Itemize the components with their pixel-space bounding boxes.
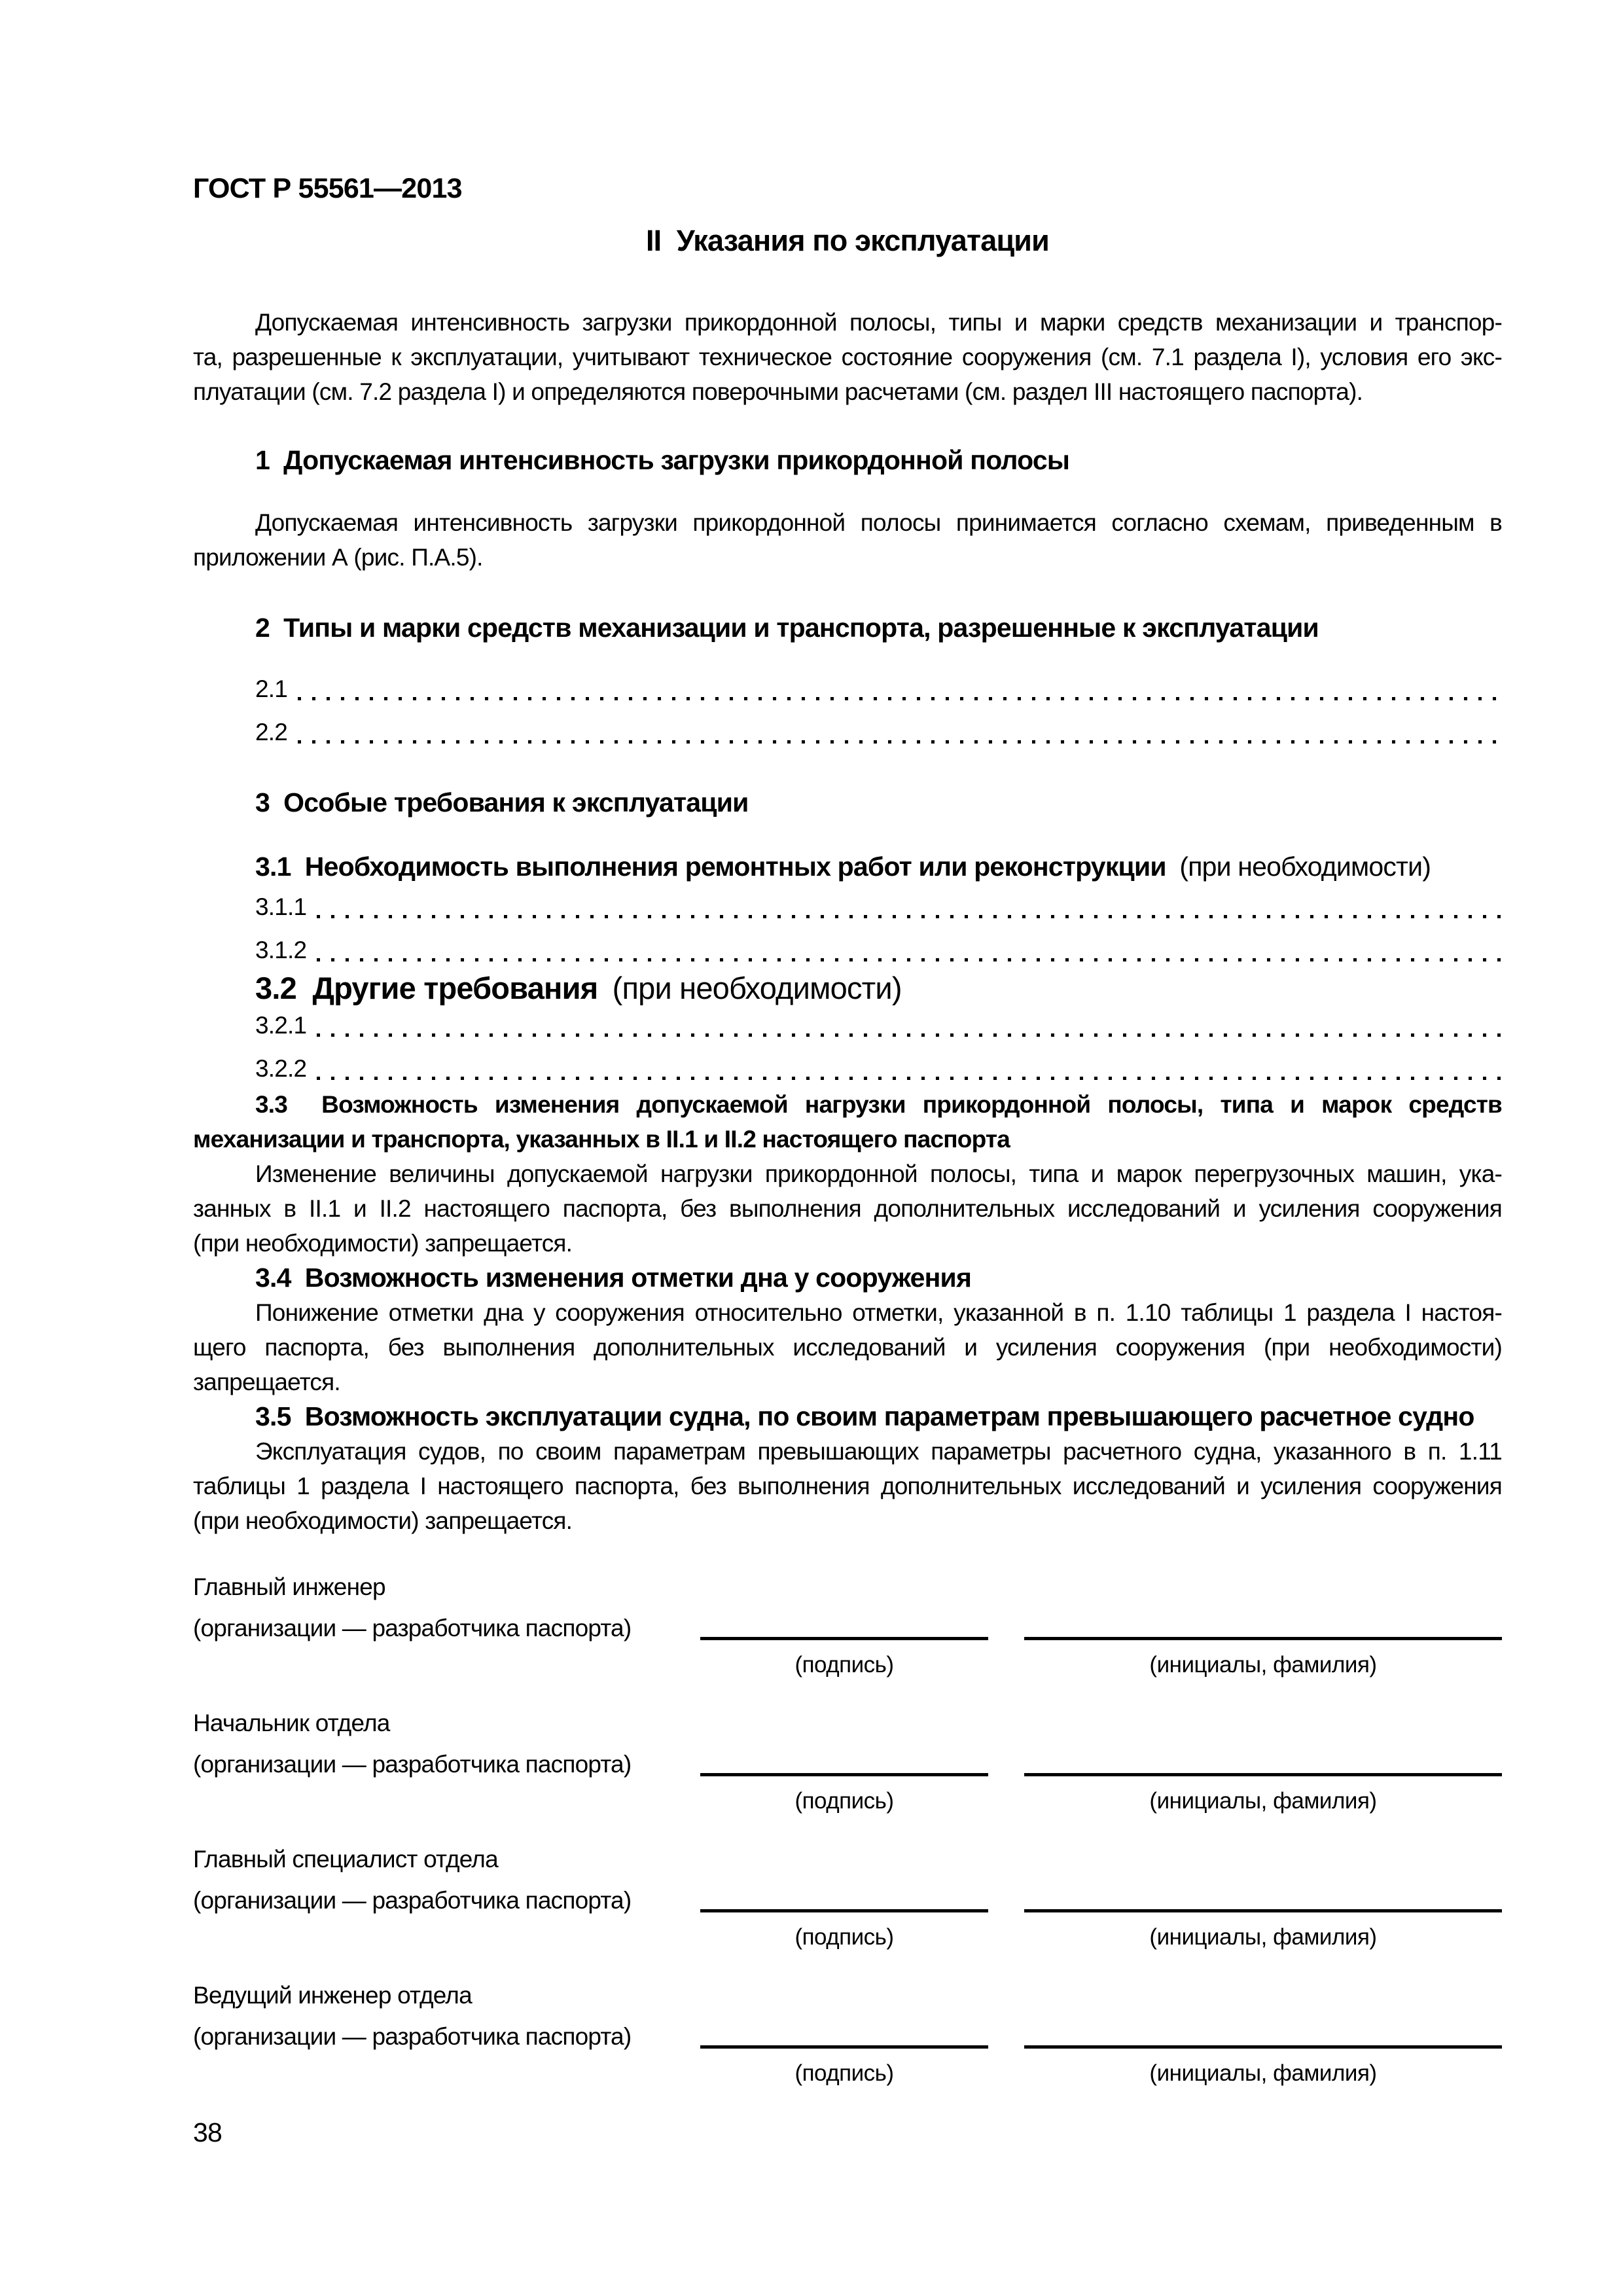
section-3-heading: 3 Особые требования к эксплуатации (255, 787, 749, 817)
signature-line (700, 2045, 988, 2049)
signature-org-line: (организации — разработчика паспорта) (193, 1615, 632, 1641)
signature-line (700, 1637, 988, 1640)
initials-line (1024, 2045, 1502, 2049)
item-number-2-2: 2.2 (255, 719, 288, 745)
dotted-leader (298, 740, 1502, 744)
dotted-leader (317, 915, 1502, 918)
fill-in-row-3-2-2 (193, 1051, 1502, 1086)
item-number-3-1-1: 3.1.1 (255, 893, 307, 920)
dotted-leader (317, 1077, 1502, 1080)
fill-in-row-3-2-1 (193, 1008, 1502, 1043)
section-3-5-heading: 3.5 Возможность эксплуатации судна, по своим параметрам превышающего расчетное судно (255, 1401, 1474, 1431)
signature-line (700, 1773, 988, 1776)
section-3-4-heading: 3.4 Возможность изменения отметки дна у сооружения (255, 1263, 972, 1293)
section-3-4-paragraph: Понижение отметки дна у сооружения относительно отметки, указанной в п. 1.10 таблицы 1 раздела I настоя- щего паспорта, без выполнения дополнительных исследований и усиления сооружения (при необходимости) запрещается. (193, 1299, 1502, 1395)
item-number-3-2-1: 3.2.1 (255, 1012, 307, 1039)
section-3-2-heading (193, 969, 1502, 1008)
doc-number: ГОСТ Р 55561—2013 (193, 173, 462, 204)
signature-role: Главный инженер (193, 1573, 385, 1600)
fill-in-row-2-2 (193, 715, 1502, 749)
page-number: 38 (193, 2117, 223, 2147)
signature-caption: (подпись) (794, 2060, 894, 2086)
heading-text: 3.2 Другие требования (255, 971, 598, 1005)
signature-block-lead-engineer (193, 1978, 1502, 2088)
intro-paragraph: Допускаемая интенсивность загрузки прикордонной полосы, типы и марки средств механизации и транспор- та, разрешенные к эксплуатации, учитывают техническое состояние сооружения (см. 7.1 раздела I), условия его экс- плуатации (см. 7.2 раздела I) и определяются поверочными расчетами (см. раздел III настоящего паспорта). (193, 309, 1502, 405)
initials-caption: (инициалы, фамилия) (1149, 1652, 1377, 1677)
signature-org-line: (организации — разработчика паспорта) (193, 1887, 632, 1914)
signature-area (193, 1570, 1502, 2088)
fill-in-row-3-1-2 (193, 933, 1502, 967)
heading-text: 3.1 Необходимость выполнения ремонтных работ или реконструкции (255, 852, 1166, 882)
heading-suffix: (при необходимости) (612, 971, 902, 1005)
signature-caption: (подпись) (794, 1788, 894, 1814)
signature-role: Главный специалист отдела (193, 1846, 498, 1873)
item-number-3-2-2: 3.2.2 (255, 1055, 307, 1082)
heading-suffix: (при необходимости) (1179, 852, 1431, 882)
section-3-3-paragraph: Изменение величины допускаемой нагрузки прикордонной полосы, типа и марок перегрузочных машин, ука- занных в II.1 и II.2 настоящего паспорта, без выполнения дополнительных исследований и усиления сооружения (при необходимости) запрещается. (193, 1160, 1503, 1257)
item-number-3-1-2: 3.1.2 (255, 937, 307, 963)
signature-block-chief-engineer (193, 1570, 1502, 1679)
initials-line (1024, 1909, 1502, 1912)
signature-caption: (подпись) (794, 1924, 894, 1950)
initials-line (1024, 1773, 1502, 1776)
section-3-5-paragraph: Эксплуатация судов, по своим параметрам превышающих параметры расчетного судна, указанного в п. 1.11 таблицы 1 раздела I настоящего паспорта, без выполнения дополнительных исследований и усиления сооружения (при необходимости) запрещается. (193, 1438, 1502, 1534)
signature-org-line: (организации — разработчика паспорта) (193, 2023, 632, 2050)
signature-org-line: (организации — разработчика паспорта) (193, 1751, 632, 1778)
fill-in-row-2-1 (193, 672, 1502, 706)
signature-caption: (подпись) (794, 1652, 894, 1677)
initials-caption: (инициалы, фамилия) (1149, 2060, 1377, 2086)
section-1-paragraph: Допускаемая интенсивность загрузки прикордонной полосы принимается согласно схемам, приведенным в приложении А (рис. П.А.5). (193, 509, 1502, 571)
dotted-leader (317, 1033, 1502, 1037)
initials-caption: (инициалы, фамилия) (1149, 1924, 1377, 1950)
signature-block-chief-specialist (193, 1842, 1502, 1952)
section-3-3-heading: 3.3 Возможность изменения допускаемой нагрузки прикордонной полосы, типа и марок средств механизации и транспорта, указанных в II.1 и II.2 настоящего паспорта (193, 1091, 1502, 1153)
dotted-leader (317, 958, 1502, 961)
section-1-heading: 1 Допускаемая интенсивность загрузки прикордонной полосы (255, 445, 1070, 475)
initials-caption: (инициалы, фамилия) (1149, 1788, 1377, 1814)
signature-role: Ведущий инженер отдела (193, 1982, 472, 2009)
fill-in-row-3-1-1 (193, 889, 1502, 924)
signature-block-department-head (193, 1706, 1502, 1816)
item-number-2-1: 2.1 (255, 675, 288, 702)
signature-role: Начальник отдела (193, 1710, 390, 1736)
initials-line (1024, 1637, 1502, 1640)
signature-line (700, 1909, 988, 1912)
page-title: II Указания по эксплуатации (645, 224, 1050, 257)
dotted-leader (298, 697, 1502, 700)
section-3-1-heading (193, 850, 1502, 884)
section-2-heading: 2 Типы и марки средств механизации и транспорта, разрешенные к эксплуатации (255, 613, 1319, 643)
